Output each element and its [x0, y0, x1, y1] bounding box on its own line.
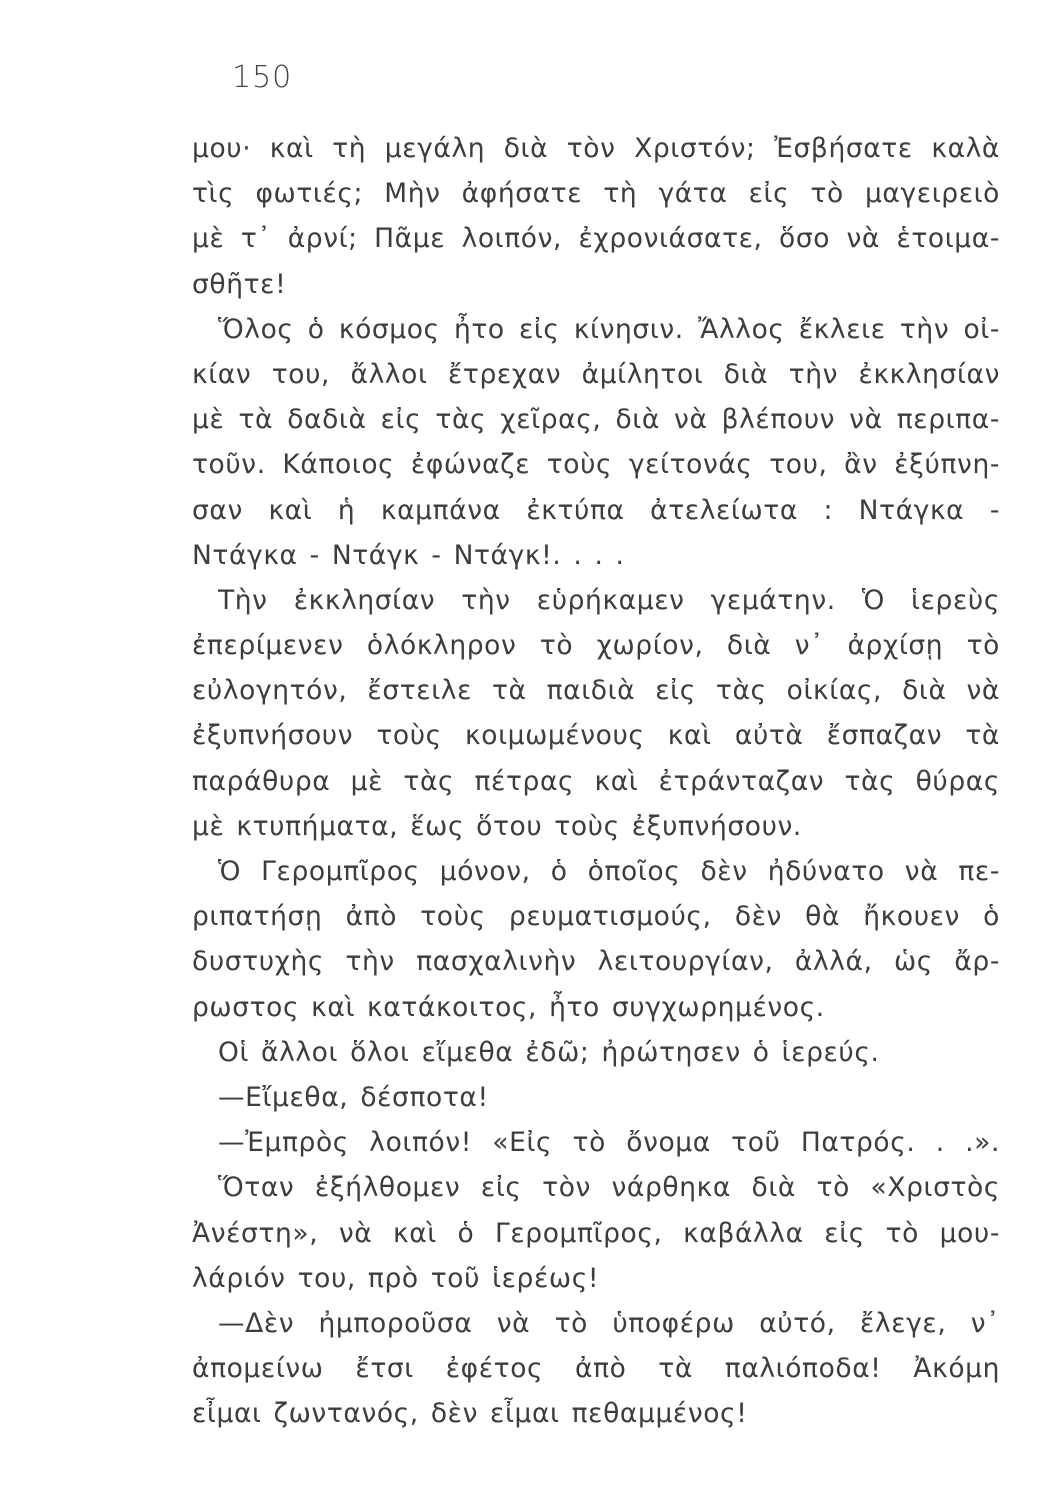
text-line: μου· καὶ τὴ μεγάλη διὰ τὸν Χριστόν; Ἐσβήσατε καλὰ — [192, 133, 1000, 164]
text-line: δυστυχὴς τὴν πασχαλινὴν λειτουργίαν, ἀλλά, ὡς ἄρ- — [192, 946, 1000, 978]
text-line: ἐπερίμενεν ὁλόκληρον τὸ χωρίον, διὰ ν᾽ ἀρχίσῃ τὸ — [192, 630, 1000, 662]
text-line: Ὁ Γερομπῖρος μόνον, ὁ ὁποῖος δὲν ἠδύνατο νὰ πε- — [218, 856, 1000, 887]
text-line: ἐξυπνήσουν τοὺς κοιμωμένους καὶ αὐτὰ ἔσπαζαν τὰ — [192, 720, 1000, 752]
text-line: μὲ τὰ δαδιὰ εἰς τὰς χεῖρας, διὰ νὰ βλέπουν νὰ περιπα- — [192, 404, 1000, 436]
text-line: Οἱ ἄλλοι ὅλοι εἴμεθα ἐδῶ; ἠρώτησεν ὁ ἱερεύς. — [218, 1036, 880, 1068]
text-line: —Εἴμεθα, δέσποτα! — [218, 1081, 489, 1113]
text-line: εὐλογητόν, ἔστειλε τὰ παιδιὰ εἰς τὰς οἰκίας, διὰ νὰ — [192, 675, 1000, 707]
page-number: 150 — [232, 60, 293, 95]
body-text — [192, 126, 1000, 1436]
text-line: τὶς φωτιές; Μὴν ἀφήσατε τὴ γάτα εἰς τὸ μαγειρειὸ — [192, 178, 1000, 210]
text-line: ρωστος καὶ κατάκοιτος, ἦτο συγχωρημένος. — [192, 991, 825, 1023]
text-line: —Δὲν ἠμποροῦσα νὰ τὸ ὑποφέρω αὐτό, ἔλεγε, ν᾽ — [218, 1307, 1000, 1339]
text-line: σθῆτε! — [192, 268, 287, 300]
text-line: —Ἐμπρὸς λοιπόν! «Εἰς τὸ ὄνομα τοῦ Πατρός. . .». — [218, 1127, 1000, 1159]
text-line: ριπατήσῃ ἀπὸ τοὺς ρευματισμούς, δὲν θὰ ἤκουεν ὁ — [192, 901, 1000, 933]
text-line: ἀπομείνω ἔτσι ἐφέτος ἀπὸ τὰ παλιόποδα! Ἀκόμη — [192, 1353, 1000, 1385]
text-line: Ὅλος ὁ κόσμος ἦτο εἰς κίνησιν. Ἄλλος ἔκλειε τὴν οἰ- — [218, 313, 1000, 345]
text-line: μὲ κτυπήματα, ἕως ὅτου τοὺς ἐξυπνήσουν. — [192, 810, 802, 842]
text-line: τοῦν. Κάποιος ἐφώναζε τοὺς γείτονάς του, ἂν ἐξύπνη- — [192, 449, 1000, 481]
text-line: κίαν του, ἄλλοι ἔτρεχαν ἀμίλητοι διὰ τὴν ἐκκλησίαν — [192, 358, 1000, 390]
text-line: παράθυρα μὲ τὰς πέτρας καὶ ἐτράνταζαν τὰς θύρας — [192, 765, 1000, 797]
text-line: σαν καὶ ἡ καμπάνα ἐκτύπα ἀτελείωτα : Ντάγκα - — [192, 494, 1000, 526]
text-line: Ντάγκα - Ντάγκ - Ντάγκ!. . . . — [192, 539, 625, 571]
text-line: μὲ τ᾽ ἀρνί; Πᾶμε λοιπόν, ἐχρονιάσατε, ὅσο νὰ ἑτοιμα- — [192, 223, 1000, 255]
text-line: Ὅταν ἐξήλθομεν εἰς τὸν νάρθηκα διὰ τὸ «Χριστὸς — [218, 1172, 1000, 1204]
text-line: λάριόν του, πρὸ τοῦ ἱερέως! — [192, 1262, 600, 1294]
text-line: εἶμαι ζωντανός, δὲν εἶμαι πεθαμμένος! — [192, 1398, 748, 1430]
text-line: Τὴν ἐκκλησίαν τὴν εὑρήκαμεν γεμάτην. Ὁ ἱερεὺς — [218, 584, 1000, 616]
text-line: Ἀνέστη», νὰ καὶ ὁ Γερομπῖρος, καβάλλα εἰς τὸ μου- — [192, 1217, 1000, 1249]
